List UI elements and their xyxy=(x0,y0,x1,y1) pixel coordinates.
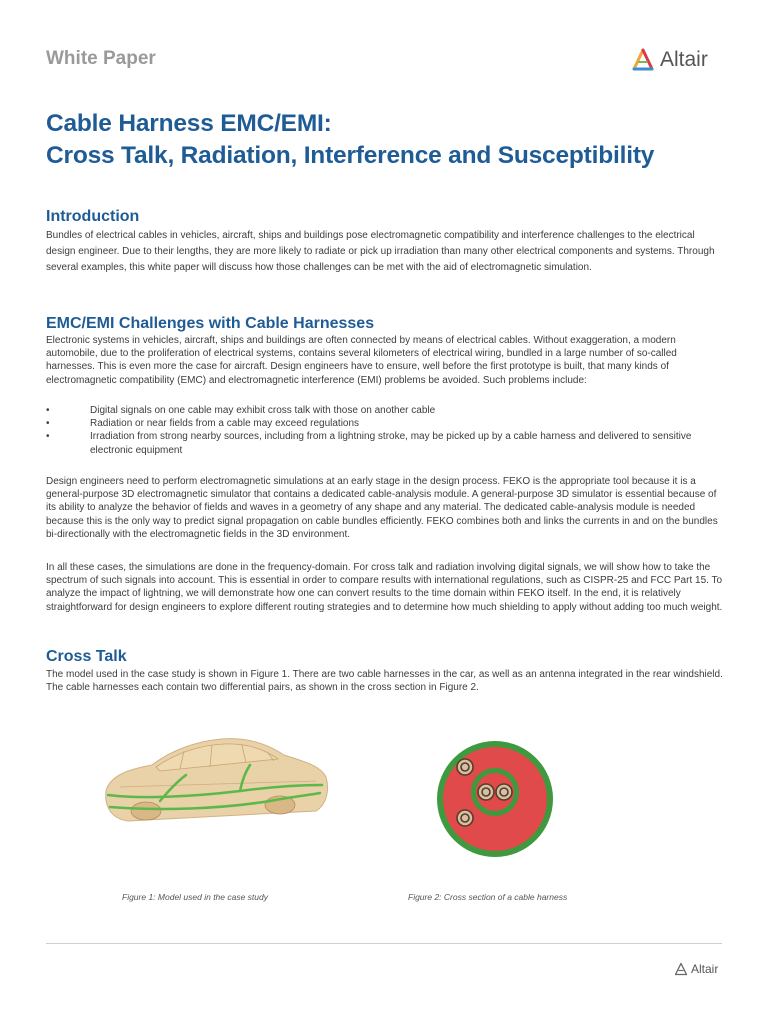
list-item xyxy=(46,417,726,430)
footer-triangle-icon xyxy=(674,962,688,976)
footer-altair-logo xyxy=(674,962,718,976)
bullet-icon: • xyxy=(46,418,50,430)
figure-1-caption: Figure 1: Model used in the case study xyxy=(122,892,268,902)
list-item xyxy=(46,404,726,417)
figure-1-car-model xyxy=(100,725,332,837)
challenges-bullet-list xyxy=(46,404,726,457)
bullet-icon: • xyxy=(46,405,50,416)
page-title xyxy=(46,108,654,172)
bullet-icon: • xyxy=(46,431,50,443)
list-item xyxy=(46,430,726,456)
challenges-heading: EMC/EMI Challenges with Cable Harnesses xyxy=(46,315,375,332)
title-line-1: Cable Harness EMC/EMI: xyxy=(46,110,332,137)
crosstalk-heading: Cross Talk xyxy=(46,648,127,665)
bullet-text: Radiation or near fields from a cable may exceed regulations xyxy=(90,418,360,430)
bullet-text: Irradiation from strong nearby sources, including from a lightning stroke, may be picked up by a cable harness and delivered to sensitive electronic equipment xyxy=(90,431,692,456)
bullet-text: Digital signals on one cable may exhibit cross talk with those on another cable xyxy=(90,405,436,416)
altair-triangle-icon xyxy=(630,47,656,73)
introduction-heading: Introduction xyxy=(46,208,140,225)
challenges-body-2: Design engineers need to perform electromagnetic simulations at an early stage in the design process. FEKO is the appropriate tool because it is a general-purpose 3D electromagnetic simulator that contains a dedicated cable-analysis module. A general-purpose 3D simulator is essential because of its ability to analyze the behavior of fields and waves in a geometry of any shape and any material. The dedicated cable-analysis module is needed because this is the only way to predict signal propagation on cable bundles efficiently. FEKO combines both and links the currents in and on the bundles bi-directionally with the electromagnetic fields in the 3D environment. xyxy=(46,476,718,540)
introduction-body: Bundles of electrical cables in vehicles, aircraft, ships and buildings pose electromagnetic compatibility and interference challenges to the electrical design engineer. Due to their lengths, they are more likely to radiate or pick up irradiation than many other electrical components and systems. Through several examples, this white paper will discuss how those challenges can be met with the aid of electromagnetic simulation. xyxy=(46,230,715,274)
altair-logo-text: Altair xyxy=(660,48,708,71)
challenges-body: Electronic systems in vehicles, aircraft, ships and buildings are often connected by means of electrical cables. Without exaggeration, a modern automobile, due to the proliferation of electrical systems, contains several kilometers of electrical wiring, bundled in a large number of so-called harnesses. This is even more the case for aircraft. Design engineers have to ensure, well before the first prototype is built, that many kinds of electromagnetic compatibility (EMC) and electromagnetic interference (EMI) problems be avoided. Such problems include: xyxy=(46,335,677,386)
footer-brand-text: Altair xyxy=(691,962,719,976)
figure-2-cable-cross-section xyxy=(434,738,556,860)
title-line-2: Cross Talk, Radiation, Interference and Susceptibility xyxy=(46,142,655,169)
document-type-label: White Paper xyxy=(46,48,156,69)
footer-divider xyxy=(46,943,722,944)
altair-logo xyxy=(630,46,708,74)
figure-2-caption: Figure 2: Cross section of a cable harness xyxy=(408,892,568,902)
crosstalk-body: The model used in the case study is shown in Figure 1. There are two cable harnesses in the car, as well as an antenna integrated in the rear windshield. The cable harnesses each contain two differential pairs, as shown in the cross section in Figure 2. xyxy=(46,669,723,694)
challenges-body-3: In all these cases, the simulations are done in the frequency-domain. For cross talk and radiation involving digital signals, we will show how to take the spectrum of such signals into account. This is essential in order to compare results with international regulations, such as CISPR-25 and FCC Part 15. To analyze the impact of lightning, we will demonstrate how one can convert results to the time domain within FEKO itself. In the end, it is relatively straightforward for design engineers to explore different routing strategies and to determine how much shielding to apply without adding too much weight. xyxy=(46,562,723,613)
